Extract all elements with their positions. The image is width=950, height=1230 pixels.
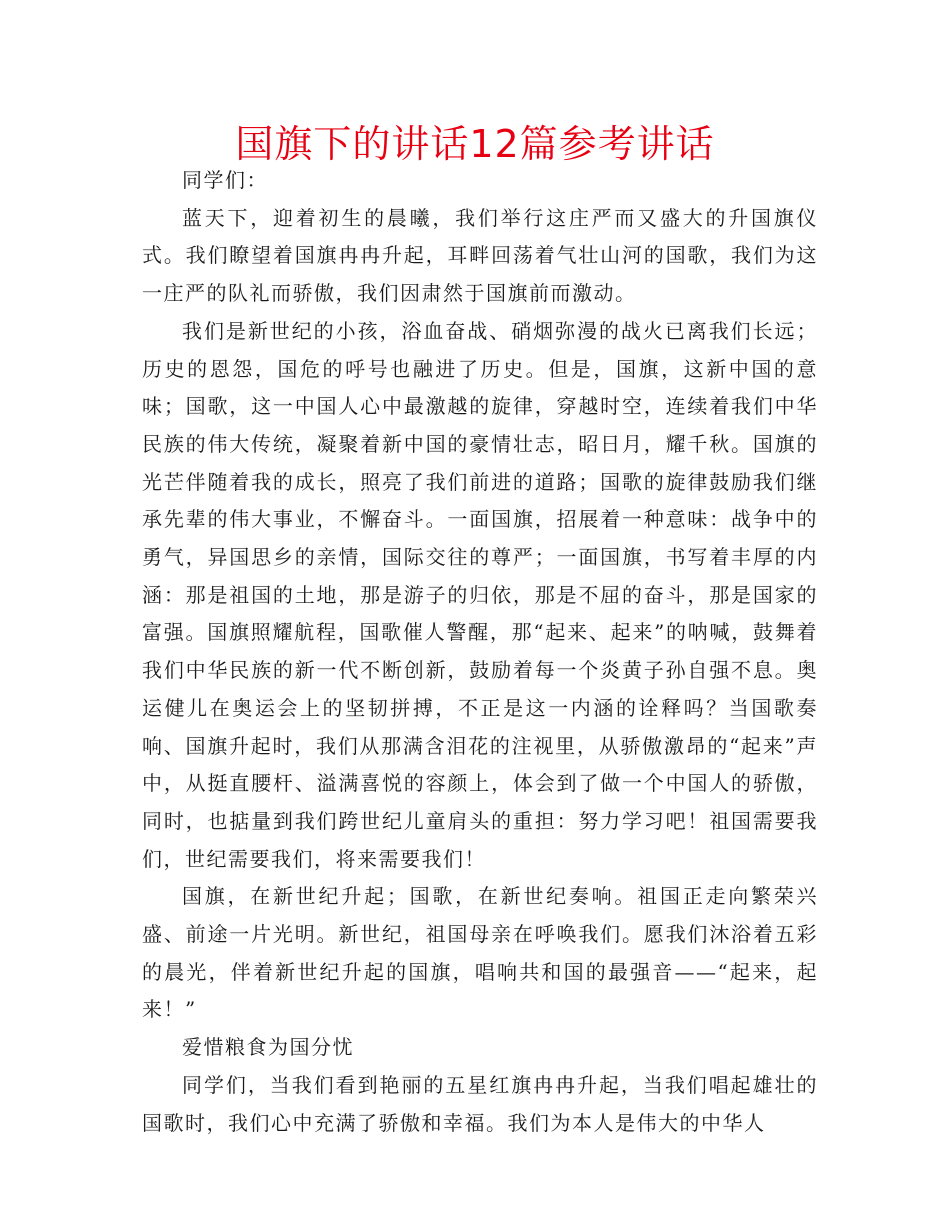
section-heading: 爱惜粮食为国分忧 xyxy=(182,1035,354,1060)
paragraph: 蓝天下，迎着初生的晨曦，我们举行这庄严而又盛大的升国旗仪式。我们瞭望着国旗冉冉升起，耳畔回荡着气壮山河的国歌，我们为这一庄严的队礼而骄傲，我们因肃然于国旗前而激动。 xyxy=(142,205,818,306)
document-body xyxy=(142,162,818,1142)
paragraph: 同学们，当我们看到艳丽的五星红旗冉冉升起，当我们唱起雄壮的国歌时，我们心中充满了骄傲和幸福。我们为本人是伟大的中华人 xyxy=(142,1072,818,1135)
document-title: 国旗下的讲话12篇参考讲话 xyxy=(235,122,715,166)
paragraph: 国旗，在新世纪升起；国歌，在新世纪奏响。祖国正走向繁荣兴盛、前途一片光明。新世纪，祖国母亲在呼唤我们。愿我们沐浴着五彩的晨光，伴着新世纪升起的国旗，唱响共和国的最强音——“起来，起来！” xyxy=(142,884,818,1022)
paragraph: 我们是新世纪的小孩，浴血奋战、硝烟弥漫的战火已离我们长远；历史的恩怨，国危的呼号也融进了历史。但是，国旗，这新中国的意味；国歌，这一中国人心中最激越的旋律，穿越时空，连续着我们中华民族的伟大传统，凝聚着新中国的豪情壮志，昭日月，耀千秋。国旗的光芒伴随着我的成长，照亮了我们前进的道路；国歌的旋律鼓励我们继承先辈的伟大事业，不懈奋斗。一面国旗，招展着一种意味：战争中的勇气，异国思乡的亲情，国际交往的尊严；一面国旗，书写着丰厚的内涵：那是祖国的土地，那是游子的归依，那是不屈的奋斗，那是国家的富强。国旗照耀航程，国歌催人警醒，那“起来、起来”的呐喊，鼓舞着我们中华民族的新一代不断创新，鼓励着每一个炎黄子孙自强不息。奥运健儿在奥运会上的坚韧拼搏，不正是这一内涵的诠释吗？当国歌奏响、国旗升起时，我们从那满含泪花的注视里，从骄傲激昂的“起来”声中，从挺直腰杆、溢满喜悦的容颜上，体会到了做一个中国人的骄傲，同时，也掂量到我们跨世纪儿童肩头的重担：努力学习吧！祖国需要我们，世纪需要我们，将来需要我们！ xyxy=(142,318,818,871)
paragraph-salutation: 同学们： xyxy=(182,168,268,192)
